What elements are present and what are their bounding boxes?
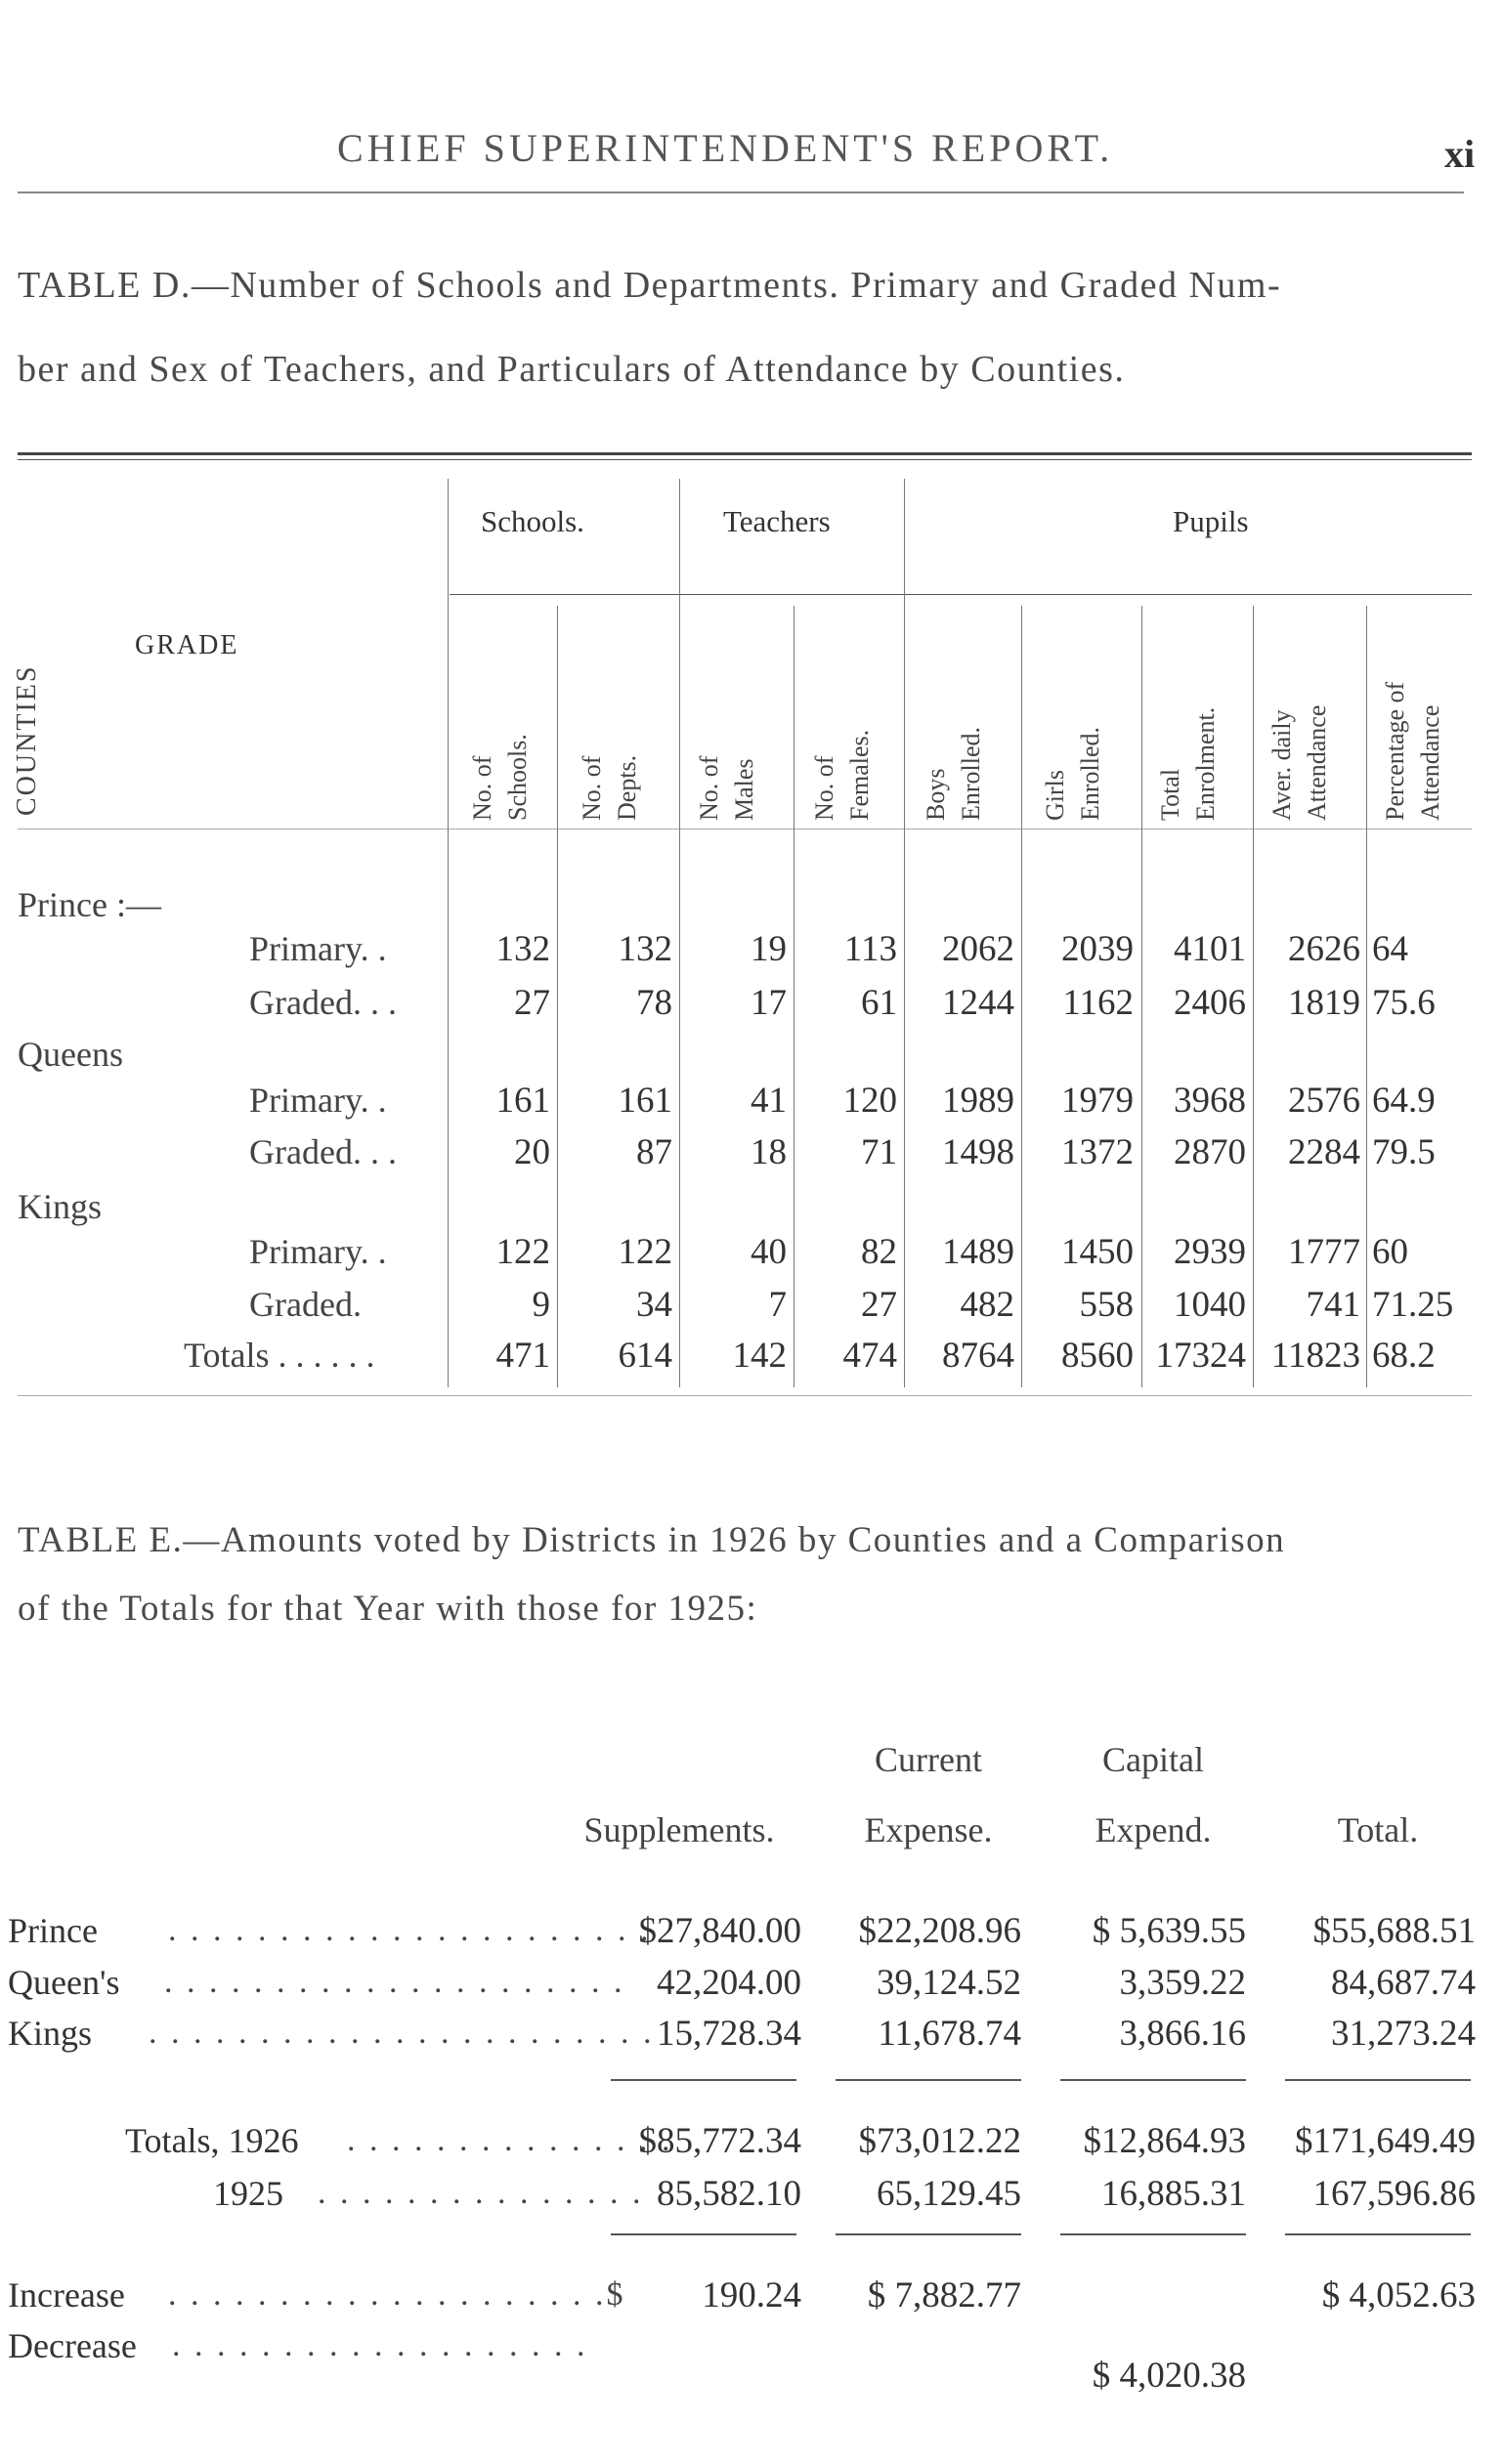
table-cell: 2406 — [1174, 983, 1246, 1023]
row-grade-label: Primary. . — [249, 929, 387, 968]
table-cell: 64 — [1372, 929, 1408, 969]
table-cell: 27 — [861, 1285, 897, 1325]
schools-group-head: Schools. — [481, 504, 584, 538]
table-e-cell: $85,772.34 — [638, 2121, 801, 2161]
table-e-cell: 11,678.74 — [878, 2014, 1021, 2054]
table-cell: 9 — [532, 1285, 550, 1325]
table-cell: 7 — [768, 1285, 787, 1325]
row-grade-label: Primary. . — [249, 1232, 387, 1271]
table-cell: 8764 — [942, 1336, 1014, 1376]
table-cell: 1819 — [1288, 983, 1360, 1023]
table-e-cell: 31,273.24 — [1331, 2014, 1476, 2054]
head-expend: Expend. — [1095, 1810, 1212, 1849]
head-current: Current — [875, 1740, 982, 1779]
table-cell: 614 — [618, 1336, 672, 1376]
head-total: Total. — [1337, 1810, 1419, 1849]
table-cell: 75.6 — [1372, 983, 1436, 1023]
table-cell: 122 — [495, 1232, 550, 1272]
table-cell: 471 — [495, 1336, 550, 1376]
table-cell: 142 — [732, 1336, 787, 1376]
table-e-cell: 190.24 — [702, 2275, 801, 2315]
table-cell: 11823 — [1270, 1336, 1360, 1376]
table-cell: 2039 — [1061, 929, 1134, 969]
table-e-row-label: Increase — [8, 2275, 125, 2315]
table-cell: 741 — [1306, 1285, 1360, 1325]
table-cell: 558 — [1079, 1285, 1134, 1325]
table-e-cell: $55,688.51 — [1312, 1911, 1476, 1951]
table-cell: 3968 — [1174, 1081, 1246, 1121]
table-cell: 71.25 — [1372, 1285, 1454, 1325]
county-label-queens: Queens — [18, 1035, 123, 1074]
grade-label: GRADE — [135, 630, 239, 660]
table-cell: 20 — [514, 1132, 550, 1172]
table-e-cell: 39,124.52 — [877, 1963, 1021, 2003]
head-expense: Expense. — [864, 1810, 993, 1849]
sum-rule — [1285, 2079, 1471, 2081]
sum-rule — [611, 2079, 796, 2081]
head-capital: Capital — [1102, 1740, 1204, 1779]
county-label-kings: Kings — [18, 1187, 103, 1226]
table-cell: 2870 — [1174, 1132, 1246, 1172]
table-e-row-label: Decrease — [8, 2326, 137, 2365]
table-e-cell: 15,728.34 — [657, 2014, 801, 2054]
leader-dots: . . . . . . . . . . . . . . . . . . . .$ — [168, 2276, 626, 2313]
table-e-caption-line-1: TABLE E.—Amounts voted by Districts in 1926 by Counties and a Comparison — [18, 1520, 1286, 1560]
leader-dots: . . . . . . . . . . . . . . . — [347, 2122, 673, 2158]
col-head-aver-daily-attendance: Aver. daily Attendance — [1267, 704, 1332, 821]
table-cell: 1979 — [1061, 1081, 1134, 1121]
table-cell: 17 — [751, 983, 787, 1023]
table-cell: 60 — [1372, 1232, 1408, 1272]
table-e-cell: $22,208.96 — [858, 1911, 1021, 1951]
table-cell: 40 — [751, 1232, 787, 1272]
table-cell: 68.2 — [1372, 1336, 1436, 1376]
table-e-row-label: Totals, 1926 — [125, 2121, 299, 2160]
table-cell: 78 — [636, 983, 672, 1023]
table-cell: 41 — [751, 1081, 787, 1121]
col-head-no-of-depts: No. of Depts. — [578, 754, 642, 821]
table-e-cell: $12,864.93 — [1083, 2121, 1246, 2161]
table-cell: 4101 — [1174, 929, 1246, 969]
table-d-caption-line-2: ber and Sex of Teachers, and Particulars of Attendance by Counties. — [18, 349, 1126, 390]
table-cell: 482 — [960, 1285, 1014, 1325]
table-e-cell: 65,129.45 — [877, 2174, 1021, 2214]
leader-dots: . . . . . . . . . . . . . . . . . . . . . — [164, 1964, 625, 2000]
table-cell: 1372 — [1061, 1132, 1134, 1172]
table-d-caption-line-1: TABLE D.—Number of Schools and Departments. Primary and Graded Num- — [18, 265, 1282, 306]
diff-rule — [836, 2233, 1021, 2235]
diff-rule — [611, 2233, 796, 2235]
table-cell: 82 — [861, 1232, 897, 1272]
table-cell: 18 — [751, 1132, 787, 1172]
table-cell: 2626 — [1288, 929, 1360, 969]
col-head-total-enrolment: Total Enrolment. — [1156, 706, 1221, 821]
table-cell: 113 — [843, 929, 897, 969]
table-cell: 79.5 — [1372, 1132, 1436, 1172]
table-e-cell: $73,012.22 — [858, 2121, 1021, 2161]
col-head-percentage-of-attendance: Percentage of Attendance — [1381, 681, 1445, 821]
leader-dots: . . . . . . . . . . . . . . . . . . . — [172, 2327, 588, 2363]
row-grade-label: Totals . . . . . . — [184, 1336, 375, 1375]
diff-rule — [1060, 2233, 1246, 2235]
group-divider-rule — [450, 594, 1472, 595]
table-cell: 34 — [636, 1285, 672, 1325]
table-cell: 17324 — [1155, 1336, 1246, 1376]
col-head-no-of-schools: No. of Schools. — [468, 734, 533, 821]
table-cell: 8560 — [1061, 1336, 1134, 1376]
head-supplements: Supplements. — [583, 1810, 775, 1849]
table-cell: 474 — [842, 1336, 897, 1376]
table-cell: 71 — [861, 1132, 897, 1172]
sum-rule — [836, 2079, 1021, 2081]
table-d-bottom-rule — [18, 1395, 1472, 1396]
col-head-girls-enrolled: Girls Enrolled. — [1041, 726, 1105, 821]
table-cell: 161 — [495, 1081, 550, 1121]
table-cell: 2939 — [1174, 1232, 1246, 1272]
row-grade-label: Graded. . . — [249, 983, 397, 1022]
page-number: xi — [1444, 132, 1476, 176]
table-cell: 1989 — [942, 1081, 1014, 1121]
running-title: CHIEF SUPERINTENDENT'S REPORT. — [337, 126, 1114, 170]
table-d-top-rule — [18, 452, 1472, 455]
table-e-row-label: Queen's — [8, 1963, 120, 2002]
table-e-cell: $ 7,882.77 — [867, 2275, 1021, 2315]
leader-dots: . . . . . . . . . . . . . . . — [318, 2175, 644, 2211]
col-head-boys-enrolled: Boys Enrolled. — [922, 726, 986, 821]
table-e-cell: 85,582.10 — [657, 2174, 801, 2214]
table-cell: 2284 — [1288, 1132, 1360, 1172]
table-e-row-label: Kings — [8, 2014, 93, 2053]
table-cell: 1244 — [942, 983, 1014, 1023]
table-cell: 132 — [618, 929, 672, 969]
sum-rule — [1060, 2079, 1246, 2081]
table-cell: 27 — [514, 983, 550, 1023]
row-grade-label: Graded. — [249, 1285, 362, 1324]
table-e-cell: $ 4,020.38 — [1092, 2356, 1246, 2396]
table-cell: 1040 — [1174, 1285, 1246, 1325]
pupils-group-head: Pupils — [1173, 504, 1249, 538]
table-cell: 64.9 — [1372, 1081, 1436, 1121]
table-e-cell: 42,204.00 — [657, 1963, 801, 2003]
table-e-cell: $ 5,639.55 — [1092, 1911, 1246, 1951]
col-line — [1366, 606, 1367, 1387]
table-cell: 2062 — [942, 929, 1014, 969]
table-e-cell: $ 4,052.63 — [1321, 2275, 1476, 2315]
leader-dots: . . . . . . . . . . . . . . . . . . . . . . — [168, 1912, 652, 1948]
table-cell: 1777 — [1288, 1232, 1360, 1272]
table-cell: 1489 — [942, 1232, 1014, 1272]
table-cell: 1162 — [1062, 983, 1134, 1023]
table-e-cell: $27,840.00 — [638, 1911, 801, 1951]
table-cell: 19 — [751, 929, 787, 969]
table-cell: 1498 — [942, 1132, 1014, 1172]
col-head-no-of-females: No. of Females. — [810, 729, 875, 821]
table-e-cell: $171,649.49 — [1295, 2121, 1476, 2161]
table-cell: 61 — [861, 983, 897, 1023]
col-head-no-of-males: No. of Males — [695, 755, 759, 821]
table-e-row-label: 1925 — [213, 2174, 283, 2213]
table-e-caption-line-2: of the Totals for that Year with those for 1925: — [18, 1589, 758, 1629]
table-e-cell: 167,596.86 — [1312, 2174, 1476, 2214]
table-cell: 87 — [636, 1132, 672, 1172]
row-grade-label: Graded. . . — [249, 1132, 397, 1171]
teachers-group-head: Teachers — [723, 504, 831, 538]
header-rule — [18, 191, 1464, 193]
table-cell: 161 — [618, 1081, 672, 1121]
diff-rule — [1285, 2233, 1471, 2235]
table-e-cell: 3,359.22 — [1119, 1963, 1246, 2003]
table-d-top-rule-thin — [18, 459, 1472, 460]
table-cell: 1450 — [1061, 1232, 1134, 1272]
table-e-cell: 16,885.31 — [1101, 2174, 1246, 2214]
table-e-cell: 84,687.74 — [1331, 1963, 1476, 2003]
table-cell: 122 — [618, 1232, 672, 1272]
table-cell: 132 — [495, 929, 550, 969]
counties-label: COUNTIES — [12, 664, 42, 816]
table-e-cell: 3,866.16 — [1119, 2014, 1246, 2054]
table-cell: 2576 — [1288, 1081, 1360, 1121]
table-e-row-label: Prince — [8, 1911, 98, 1950]
county-label-prince: Prince :— — [18, 885, 161, 924]
row-grade-label: Primary. . — [249, 1081, 387, 1120]
leader-dots: . . . . . . . . . . . . . . . . . . . . . . . — [149, 2015, 655, 2051]
table-cell: 120 — [842, 1081, 897, 1121]
